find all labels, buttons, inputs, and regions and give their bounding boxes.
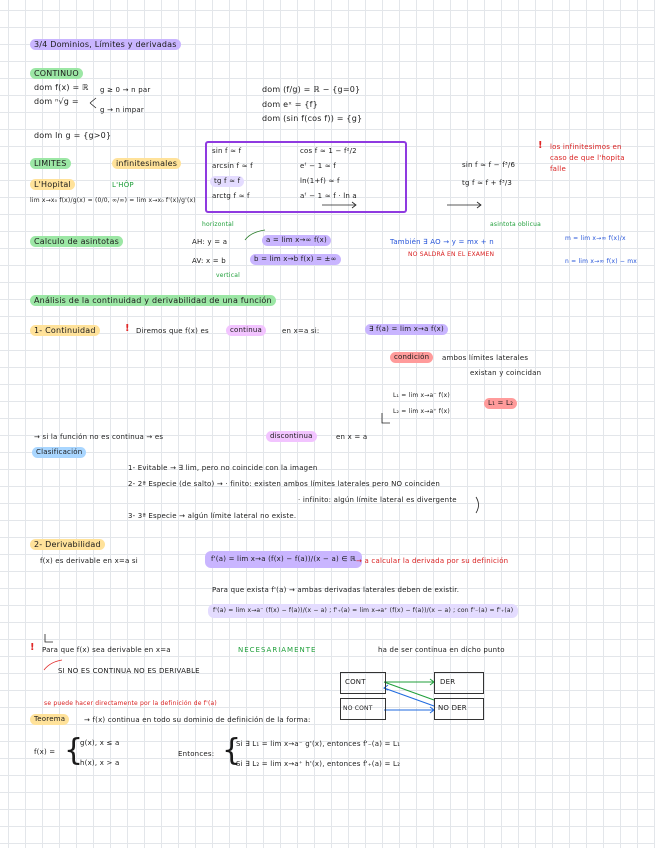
exam-note: NO SALDRÁ EN EL EXAMEN [408, 251, 495, 258]
horizontal-label: horizontal [202, 221, 234, 228]
root-case-a: g ≥ 0 → n par [100, 86, 151, 94]
condicion-text: ambos límites laterales [442, 354, 529, 362]
clasificacion-salto: 2- 2ª Especie (de salto) → · finito: existen ambos límites laterales pero NO coinciden [128, 480, 440, 488]
ah-label: AH: y = a [192, 238, 228, 246]
infinitesimal-cos: cos f ≈ 1 − f²/2 [300, 147, 357, 155]
derivable-intro: f(x) es derivable en x=a si [40, 557, 138, 565]
lateral-formula: f'(a) = lim x→a⁻ (f(x) − f(a))/(x − a) ; f'₊(a) = lim x→a⁺ (f(x) − f(a))/(x − a) ; con f'₋(a) = f'₊(a) [208, 604, 518, 618]
n-formula: n = lim x→∞ f(x) − mx [565, 258, 637, 265]
sino-note: SI NO ES CONTINUA NO ES DERIVABLE [58, 667, 200, 675]
l-equality: L₁ = L₂ [484, 398, 517, 409]
continuidad-intro: Diremos que f(x) es [136, 327, 209, 335]
warning-icon: ! [538, 140, 543, 151]
brace-icon: { [222, 733, 242, 768]
lateral-note: Para que exista f'(a) → ambas derivadas laterales deben de existir. [212, 586, 460, 594]
clasificacion-evitable: 1- Evitable → ∃ lim, pero no coincide con la imagen [128, 464, 318, 472]
infinitesimales-tag: infinitesimales [112, 158, 181, 169]
directo-note: se puede hacer directamente por la definición de f'(a) [44, 700, 217, 707]
no-continua-text: → si la función no es continua → es [34, 433, 164, 441]
warning-icon: ! [30, 642, 35, 653]
brace-icon: { [64, 733, 84, 768]
lhop-tag: L'HÔP [112, 181, 134, 189]
infinitesimal-sin: sin f ≈ f [212, 147, 242, 155]
asintotas-heading: Calculo de asintotas [30, 236, 123, 247]
infinitesimal-exp: eᶠ − 1 ≈ f [300, 162, 336, 170]
necesariamente-post: ha de ser continua en dicho punto [378, 646, 505, 654]
infinitesimal-power: aᶠ − 1 ≈ f · ln a [300, 192, 357, 200]
lhop-formula: lim x→x₀ f(x)/g(x) = (0/0, ∞/∞) = lim x→x₀ f'(x)/g'(x) [30, 197, 196, 204]
continuidad-heading: 1- Continuidad [30, 325, 100, 336]
root-case-b: g → n impar [100, 106, 144, 114]
clasificacion-infinito: · infinito: algún límite lateral es divergente [298, 496, 457, 504]
continuo-heading: CONTINUO [30, 68, 83, 79]
necesariamente-word: NECESARIAMENTE [238, 646, 317, 654]
infinitesimal-tg: tg f ≈ f [210, 176, 244, 187]
lhopital-note: los infinitesimos en caso de que l'hopita falle [550, 143, 625, 173]
continuidad-intro-end: en x=a si: [282, 327, 320, 335]
page-title: 3/4 Dominios, Límites y derivadas [30, 39, 181, 50]
piecewise-a: g(x), x ≤ a [80, 739, 120, 747]
taylor-sin: sin f ≈ f − f³/6 [462, 161, 516, 169]
no-der-label: NO DER [438, 704, 467, 712]
derivative-definition: f'(a) = lim x→a (f(x) − f(a))/(x − a) ∈ ℝ [205, 551, 362, 568]
dom-quotient-item: dom (f/g) = ℝ − {g=0} [262, 85, 361, 94]
teorema-heading: Teorema [30, 714, 69, 725]
dom-f-item: dom f(x) = ℝ [34, 83, 89, 92]
m-formula: m = lim x→∞ f(x)/x [565, 235, 626, 242]
av-formula: b = lim x→b f(x) = ±∞ [250, 254, 341, 265]
clasificacion-heading: Clasificación [32, 447, 86, 458]
no-cont-label: NO CONT [343, 705, 373, 712]
oblicua-label: asintota oblicua [490, 221, 542, 228]
analisis-heading: Análisis de la continuidad y derivabilidad de una función [30, 295, 276, 306]
condicion-label: condición [390, 352, 433, 363]
condicion-text2: existan y coincidan [470, 369, 542, 377]
l2-formula: L₂ = lim x→a⁺ f(x) [393, 408, 450, 415]
ah-formula: a = lim x→∞ f(x) [262, 235, 331, 246]
infinitesimal-ln: ln(1+f) ≈ f [300, 177, 340, 185]
cont-label: CONT [345, 678, 366, 686]
limites-heading: LIMITES [30, 158, 71, 169]
av-label: AV: x = b [192, 257, 226, 265]
dom-root-item: dom ⁿ√g = [34, 97, 79, 106]
discontinua-word: discontinua [266, 431, 317, 442]
calc-note: → a calcular la derivada por su definición [356, 557, 509, 565]
oblicua-text: También ∃ AO → y = mx + n [390, 238, 494, 246]
entonces-2: Si ∃ L₂ = lim x→a⁺ h'(x), entonces f'₊(a) = L₂ [236, 760, 401, 768]
no-continua-end: en x = a [336, 433, 368, 441]
derivabilidad-heading: 2- Derivabilidad [30, 539, 105, 550]
clasificacion-tercera: 3- 3ª Especie → algún límite lateral no existe. [128, 512, 297, 520]
dom-exp-item: dom eˣ = {f} [262, 100, 318, 109]
infinitesimal-arcsin: arcsin f ≈ f [212, 162, 253, 170]
entonces-1: Si ∃ L₁ = lim x→a⁻ g'(x), entonces f'₋(a) = L₁ [236, 740, 401, 748]
continuidad-formula: ∃ f(a) = lim x→a f(x) [365, 324, 448, 335]
vertical-label: vertical [216, 272, 240, 279]
warning-icon: ! [125, 323, 130, 334]
piecewise-b: h(x), x > a [80, 759, 120, 767]
l1-formula: L₁ = lim x→a⁻ f(x) [393, 392, 450, 399]
der-label: DER [440, 678, 456, 686]
teorema-text: → f(x) continua en todo su dominio de definición de la forma: [84, 716, 311, 724]
entonces-label: Entonces: [178, 750, 215, 758]
lhopital-label: L'Hopital [30, 179, 75, 190]
infinitesimal-arctg: arctg f ≈ f [212, 192, 250, 200]
necesariamente-pre: Para que f(x) sea derivable en x=a [42, 646, 171, 654]
dom-trig-item: dom (sin f(cos f)) = {g} [262, 114, 363, 123]
dom-ln-item: dom ln g = {g>0} [34, 131, 112, 140]
continua-word: continua [226, 325, 266, 336]
taylor-tg: tg f ≈ f + f³/3 [462, 179, 513, 187]
fx-label: f(x) = [34, 748, 56, 756]
